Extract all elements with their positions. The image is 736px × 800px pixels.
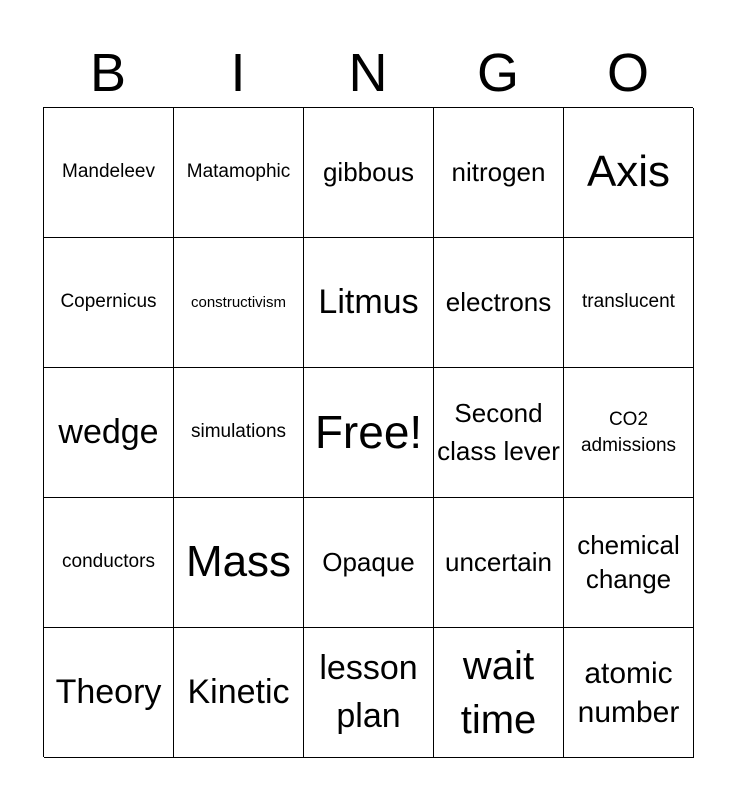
- bingo-cell[interactable]: [44, 108, 174, 238]
- cell-text: Kinetic: [187, 672, 290, 711]
- bingo-cell[interactable]: [434, 498, 564, 628]
- bingo-cell[interactable]: [174, 368, 304, 498]
- bingo-cell[interactable]: [44, 238, 174, 368]
- bingo-cell[interactable]: [174, 628, 304, 758]
- bingo-cell[interactable]: [44, 498, 174, 628]
- bingo-cell[interactable]: [174, 238, 304, 368]
- cell-text: simulations: [190, 421, 287, 443]
- cell-text: chemical change: [577, 529, 680, 594]
- cell-text: Second class lever: [437, 397, 560, 466]
- bingo-cell[interactable]: [434, 628, 564, 758]
- header-letter-i: I: [230, 43, 246, 103]
- bingo-cell[interactable]: [564, 628, 694, 758]
- bingo-cell[interactable]: [44, 628, 174, 758]
- bingo-cell[interactable]: [434, 238, 564, 368]
- cell-text: gibbous: [322, 157, 415, 188]
- cell-text: conductors: [62, 551, 155, 573]
- bingo-cell[interactable]: [304, 628, 434, 758]
- cell-text: Opaque: [322, 547, 415, 578]
- bingo-cell[interactable]: [434, 108, 564, 238]
- bingo-cell[interactable]: [434, 368, 564, 498]
- bingo-cell[interactable]: [564, 498, 694, 628]
- bingo-cell[interactable]: [564, 108, 694, 238]
- cell-text: Axis: [586, 147, 671, 197]
- bingo-header: [43, 42, 693, 104]
- cell-text: constructivism: [190, 293, 287, 311]
- header-letter-b: B: [89, 43, 127, 103]
- cell-text: nitrogen: [451, 157, 546, 188]
- bingo-cell[interactable]: [174, 498, 304, 628]
- cell-text: electrons: [445, 287, 552, 318]
- cell-text: atomic number: [577, 656, 680, 729]
- cell-text: CO2 admissions: [580, 408, 677, 456]
- cell-text: wait time: [460, 643, 537, 742]
- bingo-cell[interactable]: [304, 238, 434, 368]
- bingo-cell[interactable]: [304, 498, 434, 628]
- cell-text: Mandeleev: [62, 161, 155, 183]
- cell-text: wedge: [58, 412, 159, 451]
- bingo-cell[interactable]: [304, 108, 434, 238]
- header-letter-g: G: [476, 43, 519, 103]
- cell-text: Matamophic: [186, 161, 291, 183]
- bingo-cell[interactable]: [304, 368, 434, 498]
- header-letter-n: N: [348, 43, 388, 103]
- bingo-board: [43, 107, 693, 757]
- bingo-cell[interactable]: [44, 368, 174, 498]
- cell-text: lesson plan: [319, 648, 418, 735]
- cell-text: Theory: [55, 672, 162, 711]
- cell-text: Copernicus: [60, 291, 157, 313]
- bingo-cell[interactable]: [564, 368, 694, 498]
- cell-text: Litmus: [318, 282, 419, 321]
- cell-text: translucent: [582, 291, 675, 313]
- cell-text: uncertain: [445, 547, 552, 578]
- bingo-cell[interactable]: [564, 238, 694, 368]
- free-space-text: Free!: [314, 406, 423, 459]
- bingo-cell[interactable]: [174, 108, 304, 238]
- cell-text: Mass: [185, 537, 292, 587]
- header-letter-o: O: [606, 43, 649, 103]
